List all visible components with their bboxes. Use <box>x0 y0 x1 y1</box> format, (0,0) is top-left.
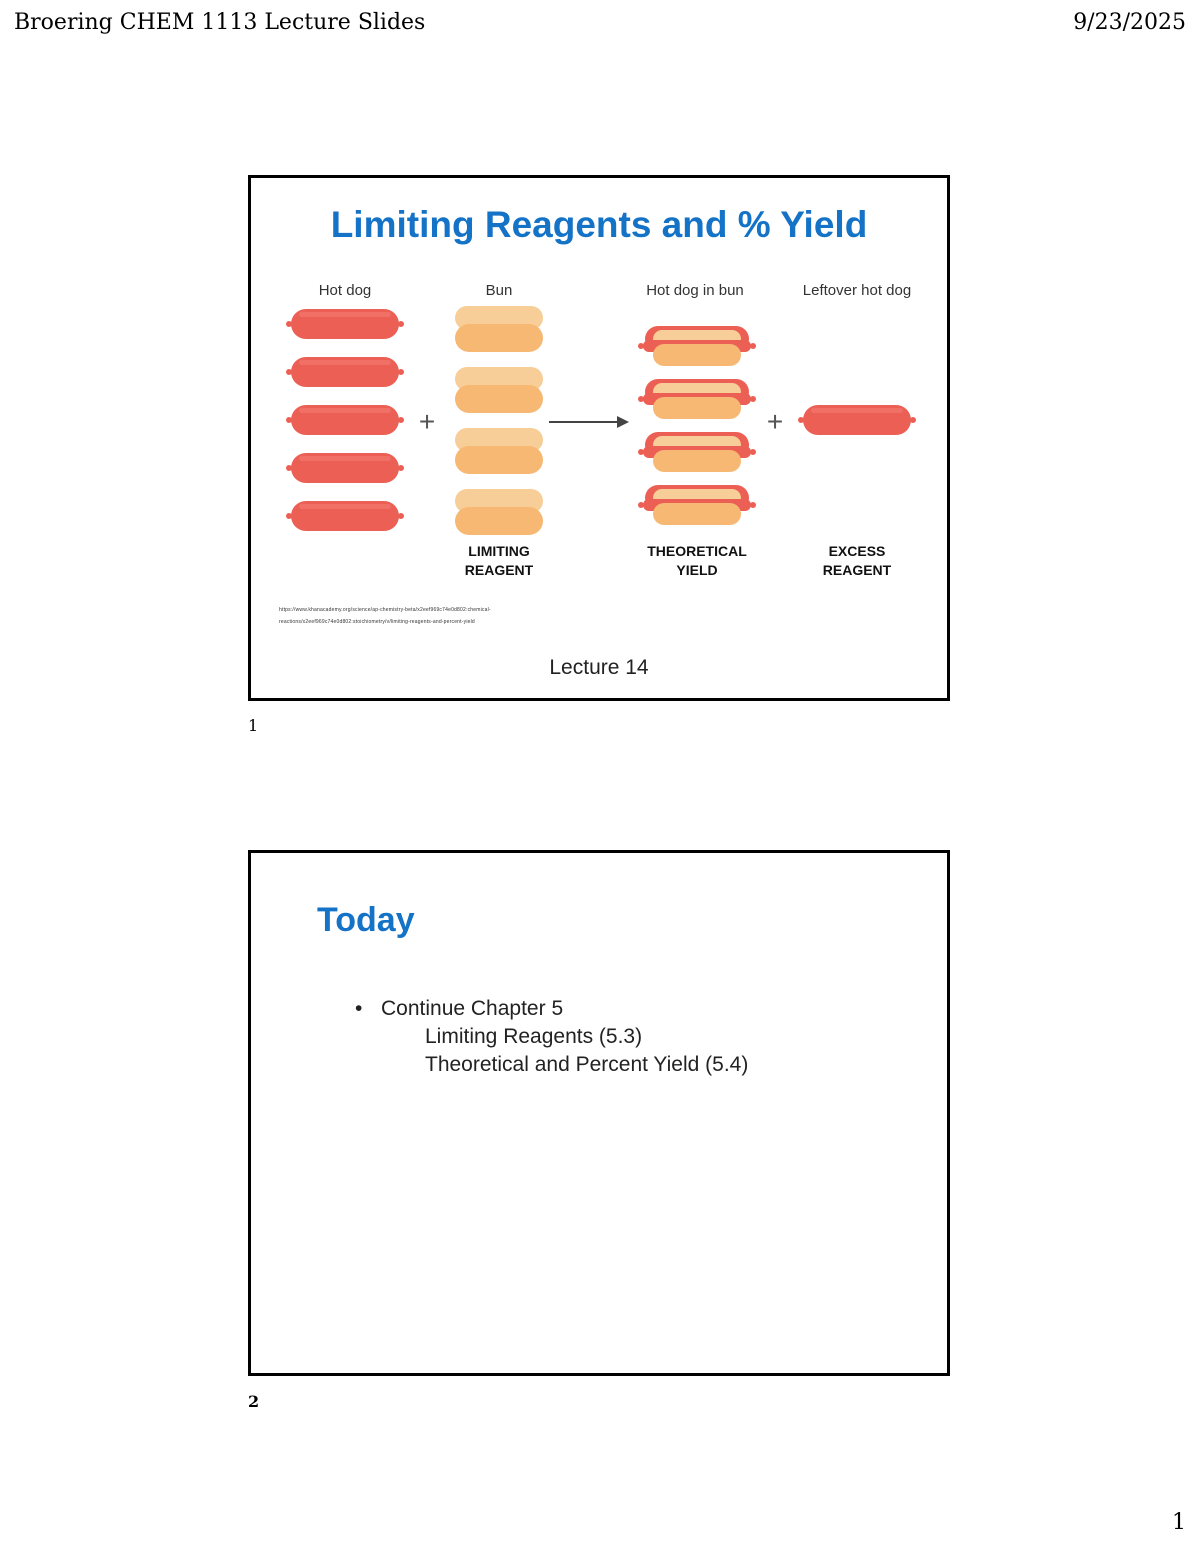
limiting-reagent-label: LIMITING REAGENT <box>464 543 534 578</box>
hot-dog-item <box>286 309 404 339</box>
document-header-date: 9/23/2025 <box>1073 10 1186 35</box>
hot-dog-in-bun-item <box>638 326 756 366</box>
bullet-icon: • <box>355 997 363 1020</box>
hot-dog-column <box>286 309 404 531</box>
hot-dog-in-bun-item <box>638 379 756 419</box>
list-item: • Continue Chapter 5 <box>355 995 748 1023</box>
label-hot-dog-in-bun: Hot dog in bun <box>646 282 744 299</box>
bun-item <box>455 306 543 352</box>
hot-dog-item <box>286 453 404 483</box>
plus-sign-1: + <box>418 406 436 437</box>
hot-dog-in-bun-item <box>638 485 756 525</box>
hot-dog-in-bun-item <box>638 432 756 472</box>
leftover-hot-dog-item <box>798 405 916 435</box>
leftover-hot-dog-column <box>798 405 916 435</box>
bun-item <box>455 428 543 474</box>
slide-1 <box>248 175 950 701</box>
plus-sign-2: + <box>766 406 784 437</box>
bun-column <box>455 306 543 535</box>
slide-2-title: Today <box>317 901 415 939</box>
hot-dog-item <box>286 501 404 531</box>
agenda-list <box>355 995 748 1079</box>
label-leftover-hot-dog: Leftover hot dog <box>802 282 912 299</box>
slide-2 <box>248 850 950 1376</box>
list-item: Theoretical and Percent Yield (5.4) <box>425 1053 749 1076</box>
label-hot-dog: Hot dog <box>318 282 372 299</box>
lecture-number: Lecture 14 <box>549 656 649 679</box>
document-header-title: Broering CHEM 1113 Lecture Slides <box>14 10 426 35</box>
slide-1-number: 1 <box>248 716 259 735</box>
list-item: Limiting Reagents (5.3) <box>425 1025 643 1048</box>
bun-item <box>455 367 543 413</box>
hot-dog-item <box>286 405 404 435</box>
slide-2-number: 2 <box>248 1392 260 1411</box>
label-bun: Bun <box>485 282 513 299</box>
slide-1-title: Limiting Reagents and % Yield <box>330 204 868 245</box>
theoretical-yield-label: THEORETICAL YIELD <box>647 543 747 578</box>
hot-dog-item <box>286 357 404 387</box>
hot-dog-in-bun-column <box>638 326 756 525</box>
excess-reagent-label: EXCESS REAGENT <box>822 543 892 578</box>
page-number: 1 <box>1172 1510 1186 1535</box>
reaction-arrow <box>549 416 629 428</box>
source-url[interactable]: https://www.khanacademy.org/science/ap-chemistry-beta/x2eef969c74e0d802:chemical- reactions/x2eef969c74e0d802:stoichiometry/v/limiting-reagents-and-percent-yield <box>279 607 491 625</box>
bun-item <box>455 489 543 535</box>
